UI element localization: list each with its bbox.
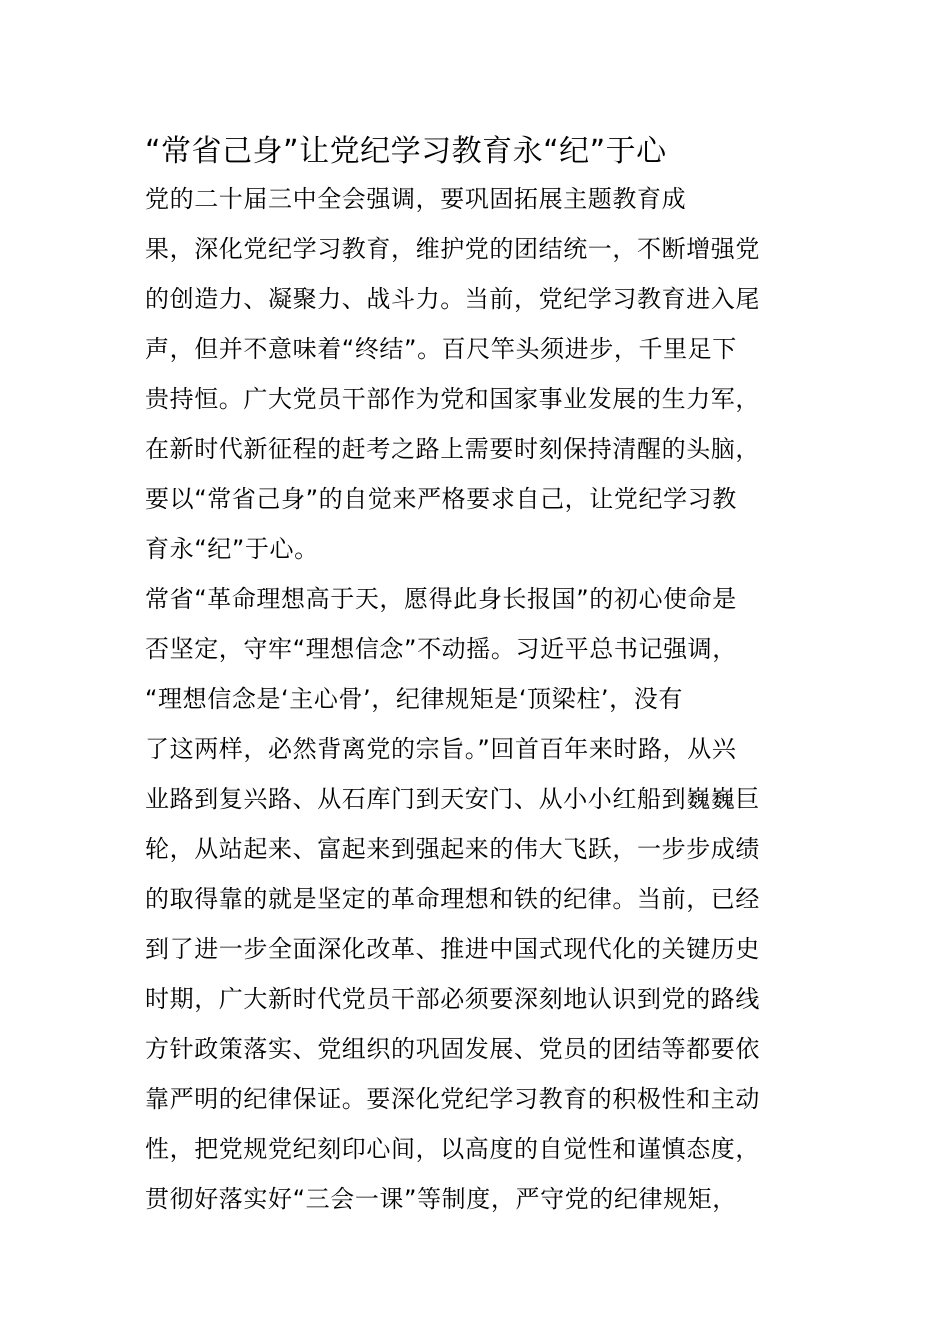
text-line: 常省“革命理想高于天，愿得此身长报国”的初心使命是 <box>145 585 737 613</box>
text-line: 方针政策落实、党组织的巩固发展、党员的团结等都要依 <box>145 1035 760 1063</box>
text-line: 要以“常省己身”的自觉来严格要求自己，让党纪学习教 <box>145 485 737 513</box>
text-line: 否坚定，守牢“理想信念”不动摇。习近平总书记强调， <box>145 635 737 663</box>
text-line: 贵持恒。广大党员干部作为党和国家事业发展的生力军， <box>145 385 760 413</box>
text-line: 声，但并不意味着“终结”。百尺竿头须进步，千里足下 <box>145 335 737 363</box>
text-line: 在新时代新征程的赶考之路上需要时刻保持清醒的头脑， <box>145 435 760 463</box>
text-line: 时期，广大新时代党员干部必须要深刻地认识到党的路线 <box>145 985 760 1013</box>
text-line: 了这两样，必然背离党的宗旨。”回首百年来时路，从兴 <box>145 735 737 763</box>
text-line: “理想信念是‘主心骨’，纪律规矩是‘顶梁柱’，没有 <box>145 685 683 713</box>
document-title: “常省己身”让党纪学习教育永“纪”于心 <box>145 134 667 169</box>
text-line: 贯彻好落实好“三会一课”等制度，严守党的纪律规矩， <box>145 1185 737 1213</box>
text-line: 到了进一步全面深化改革、推进中国式现代化的关键历史 <box>145 935 760 963</box>
text-line: 性，把党规党纪刻印心间，以高度的自觉性和谨慎态度， <box>145 1135 760 1163</box>
text-line: 育永“纪”于心。 <box>145 535 319 563</box>
text-line: 靠严明的纪律保证。要深化党纪学习教育的积极性和主动 <box>145 1085 760 1113</box>
text-line: 党的二十届三中全会强调，要巩固拓展主题教育成 <box>145 185 687 213</box>
text-line: 的创造力、凝聚力、战斗力。当前，党纪学习教育进入尾 <box>145 285 760 313</box>
text-line: 业路到复兴路、从石库门到天安门、从小小红船到巍巍巨 <box>145 785 760 813</box>
text-line: 轮，从站起来、富起来到强起来的伟大飞跃，一步步成绩 <box>145 835 760 863</box>
text-line: 果，深化党纪学习教育，维护党的团结统一，不断增强党 <box>145 235 760 263</box>
text-line: 的取得靠的就是坚定的革命理想和铁的纪律。当前，已经 <box>145 885 760 913</box>
